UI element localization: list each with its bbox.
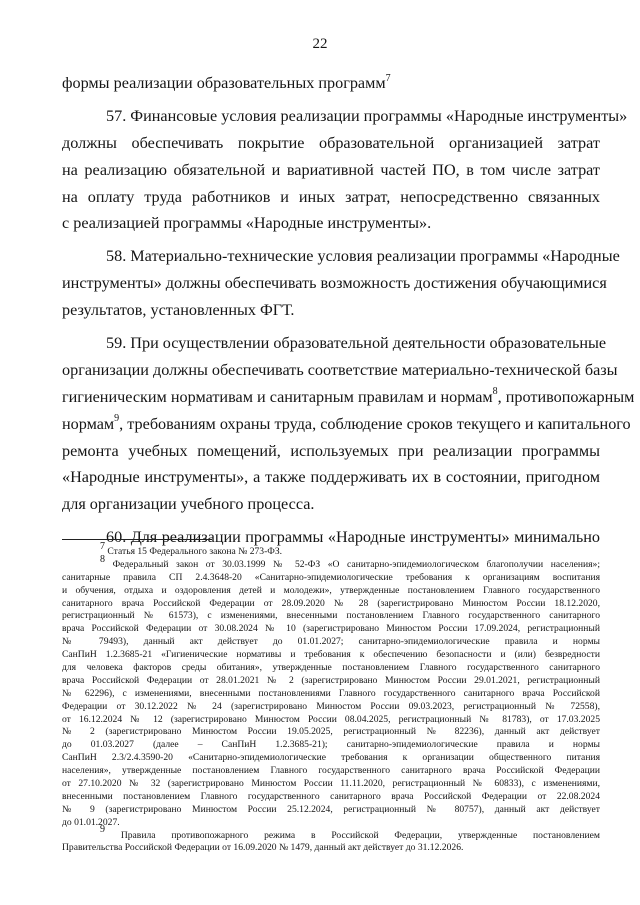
paragraph-57-line: на оплату труда работников и иных затрат, непосредственно связанных [62, 187, 600, 206]
footnote-8-line: врача Российской Федерации от 28.01.2021 № 2 (зарегистрировано Минюстом России 29.01.2021, регистрационный [62, 674, 600, 686]
footnote-8-line: до 01.01.2027. [62, 816, 120, 828]
footnote-ref-8[interactable]: 8 [492, 386, 498, 398]
footnote-8-line: населения», утвержденные постановлением Главного государственного санитарного врача Российской Федерации [62, 765, 600, 777]
paragraph-57-line: должны обеспечивать покрытие образовательной организацией затрат [62, 133, 600, 152]
footnote-8-line: врача Российской Федерации от 30.08.2024 № 10 (зарегистрировано Минюстом России 17.09.2024, регистрационный [62, 623, 600, 635]
footnote-8-line: СанПиН 2.3/2.4.3590-20 «Санитарно-эпидемиологические требования к организации общественного питания [62, 752, 600, 764]
footnotes [62, 540, 600, 855]
paragraph-57-line: 57. Финансовые условия реализации программы «Народные инструменты» [106, 106, 628, 125]
footnote-8-line: санитарные правила СП 2.4.3648-20 «Санитарно-эпидемиологические требования к организациям воспитания [62, 571, 600, 583]
footnote-8-line: санитарного врача Российской Федерации от 28.09.2020 № 28 (зарегистрировано Минюстом России 18.12.2020, [62, 597, 600, 609]
footnote-8-line: регистрационный № 61573), с изменениями, внесенными постановлением Главного государственного санитарного [62, 610, 600, 622]
paragraph-58-line: инструменты» должны обеспечивать возможность достижения обучающимися [62, 274, 607, 293]
footnote-7: $^7$ Статья 15 Федерального закона № 273-ФЗ. [100, 540, 283, 557]
footnote-8-line: СанПиН 1.2.3685-21 «Гигиенические нормативы и требования к обеспечению безопасности и (или) безвредности [62, 649, 600, 661]
footnote-8-line: № 62296), с изменениями, внесенными постановлениями Главного государственного санитарного врача Российской [62, 687, 600, 699]
footnote-8-line: для человека факторов среды обитания», утвержденные постановлением Главного государственного санитарного [62, 662, 600, 674]
paragraph-56-end: формы реализации образовательных программ$^7$ [62, 72, 391, 92]
paragraph-59-line: 59. При осуществлении образовательной деятельности образовательные [106, 334, 607, 353]
footnote-8-line: и обучения, отдыха и оздоровления детей и молодежи», утвержденные постановлением Главного государственного [62, 584, 600, 596]
page-number: 22 [312, 36, 328, 52]
paragraph-59-line: гигиеническим нормативам и санитарным правилам и нормам$^8$, противопожарным [62, 386, 635, 406]
footnote-8-line: от 27.10.2020 № 32 (зарегистрировано Минюстом России 11.11.2020, регистрационный № 60833), с изменениями, [62, 778, 600, 790]
footnote-8-line: внесенными постановлением Главного государственного санитарного врача Российской Федерации от 22.08.2024 [62, 790, 600, 802]
paragraph-59-line: организации должны обеспечивать соответствие материально-технической базы [62, 360, 618, 379]
footnote-9-line: $^9$ Правила противопожарного режима в Российской Федерации, утвержденные постановлением [100, 824, 600, 841]
paragraph-58-line: 58. Материально-технические условия реализации программы «Народные [106, 247, 620, 266]
paragraph-58-line: результатов, установленных ФГТ. [62, 301, 295, 320]
footnote-8-line: № 2 (зарегистрировано Минюстом России 19.05.2025, регистрационный № 82236), данный акт действует [62, 726, 600, 738]
footnote-ref-7[interactable]: 7 [385, 72, 391, 84]
paragraph-59-line: ремонта учебных помещений, используемых при реализации программы [62, 441, 600, 460]
footnote-8-line: № 79493), данный акт действует до 01.01.2027; санитарно-эпидемиологические правила и нормы [62, 636, 600, 648]
paragraph-59-line: «Народные инструменты», а также поддерживать их в состоянии, пригодном [62, 468, 600, 487]
footnote-9-line: Правительства Российской Федерации от 16.09.2020 № 1479, данный акт действует до 31.12.2026. [62, 842, 464, 854]
paragraph-57-line: с реализацией программы «Народные инструменты». [62, 214, 432, 233]
paragraph-59-line: для организации учебного процесса. [62, 495, 315, 514]
footnote-8-line: № 9 (зарегистрировано Минюстом России 25.12.2024, регистрационный № 80757), данный акт действует [62, 803, 600, 815]
footnote-8-line: Федерации от 30.12.2022 № 24 (зарегистрировано Минюстом России 09.03.2023, регистрационный № 72558), [62, 700, 600, 712]
paragraph-60-line: 60. Для реализации программы «Народные инструменты» минимально [106, 528, 600, 547]
footnote-8-line: до 01.03.2027 (далее – СанПиН 1.2.3685-21); санитарно-эпидемиологические правила и нормы [62, 739, 600, 751]
footnote-8-line: $^8$ Федеральный закон от 30.03.1999 № 52-ФЗ «О санитарно-эпидемиологическом благополучии населения»; [100, 553, 600, 570]
footnote-divider [62, 539, 212, 540]
body-text [62, 70, 635, 551]
paragraph-59-line: нормам$^9$, требованиям охраны труда, соблюдение сроков текущего и капитального [62, 413, 631, 433]
footnote-8-line: от 16.12.2024 № 12 (зарегистрировано Минюстом России 08.04.2025, регистрационный № 81783), от 17.03.2025 [62, 713, 600, 725]
footnote-ref-9[interactable]: 9 [114, 413, 120, 425]
paragraph-57-line: на реализацию обязательной и вариативной частей ПО, в том числе затрат [62, 160, 600, 179]
